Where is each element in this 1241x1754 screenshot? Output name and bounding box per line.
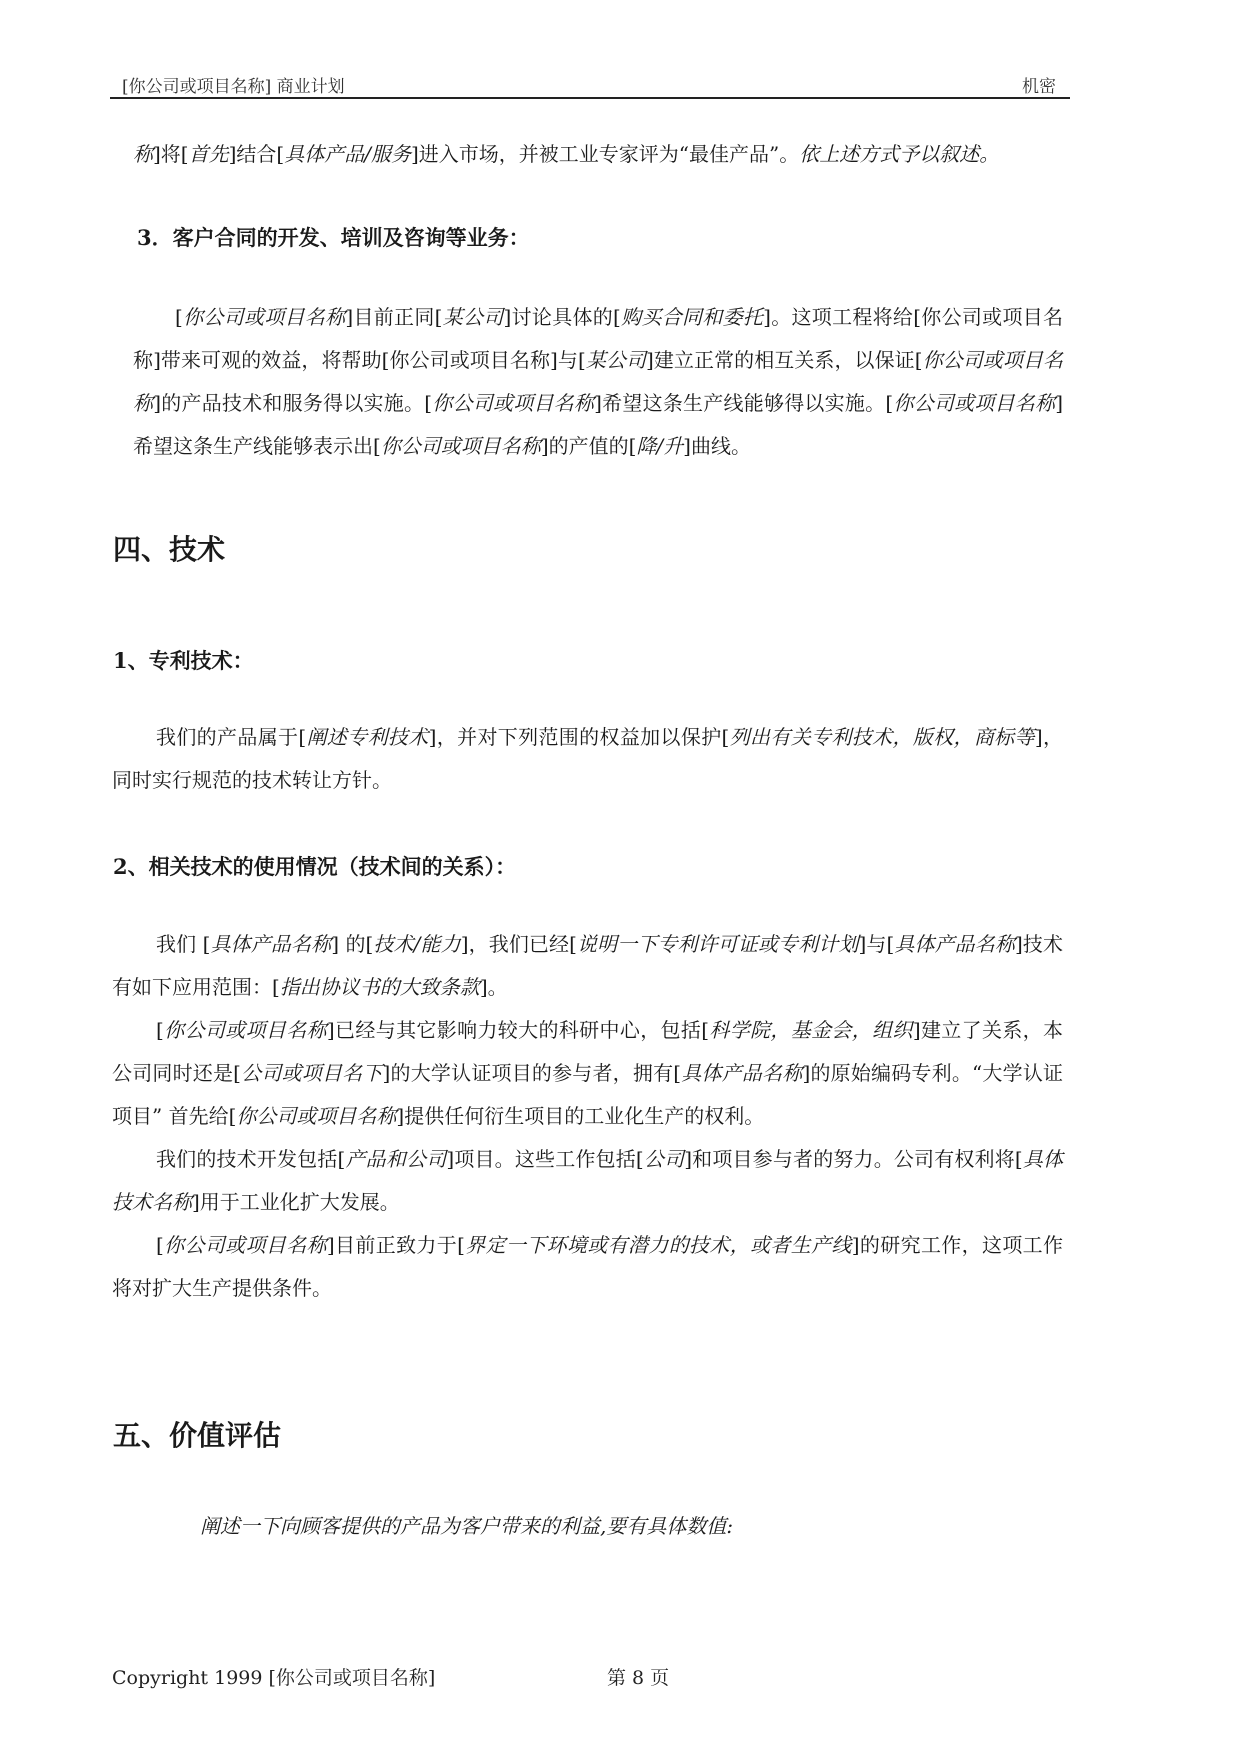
text-fragment: 你公司或项目名称 — [182, 305, 346, 329]
text-fragment: 你公司或项目名称 — [163, 1233, 327, 1257]
text-fragment: 具体产品名称 — [681, 1061, 803, 1085]
text-fragment: [ — [175, 305, 183, 329]
text-fragment: 你公司或项目名称 — [380, 434, 541, 458]
page-header — [110, 72, 1070, 98]
text-fragment: ]用于工业化扩大发展。 — [192, 1190, 400, 1214]
text-fragment: 购买合同和委托 — [620, 305, 764, 329]
text-fragment: ]和项目参与者的努力。公司有权利将[ — [684, 1147, 1023, 1171]
text-fragment: 你公司或项目名称 — [236, 1104, 397, 1128]
text-fragment: ]希望这条生产线能够表示出[ — [133, 391, 1064, 458]
text-fragment: [ — [156, 1233, 164, 1257]
text-fragment: 某公司 — [585, 348, 647, 372]
header-title: [你公司或项目名称] 商业计划 — [122, 77, 345, 97]
text-fragment: ]提供任何衍生项目的工业化生产的权利。 — [396, 1104, 765, 1128]
text-fragment: 科学院，基金会，组织 — [709, 1018, 913, 1042]
text-fragment: 具体产品/服务 — [284, 142, 411, 166]
text-fragment: ]的大学认证项目的参与者，拥有[ — [382, 1061, 682, 1085]
text-fragment: 公司或项目名下 — [240, 1061, 383, 1085]
text-fragment: ]建立正常的相互关系，以保证[ — [646, 348, 923, 372]
text-fragment: 界定一下环境或有潜力的技术，或者生产线 — [464, 1233, 852, 1257]
text-fragment: 技术/能力 — [373, 932, 461, 956]
related-tech-paragraph-1 — [112, 923, 1063, 1009]
text-fragment: 产品和公司 — [345, 1147, 447, 1171]
text-fragment: ]已经与其它影响力较大的科研中心，包括[ — [326, 1018, 710, 1042]
text-fragment: ]建立了关系，本公司同时还是[ — [112, 1018, 1064, 1085]
text-fragment: ]的原始编码专利。“大学认证项目” 首先给[ — [112, 1061, 1064, 1128]
related-tech-paragraph-3 — [112, 1138, 1063, 1224]
text-fragment: 公司 — [643, 1147, 685, 1171]
intro-paragraph — [133, 133, 1063, 176]
text-fragment: ]。 — [479, 975, 508, 999]
text-fragment: ]的产值的[ — [540, 434, 637, 458]
text-fragment: 说明一下专利许可证或专利计划 — [576, 932, 859, 956]
text-fragment: 阐述专利技术 — [306, 725, 429, 749]
text-fragment: 你公司或项目名称 — [163, 1018, 327, 1042]
text-fragment: ]讨论具体的[ — [503, 305, 621, 329]
section-heading-technology: 四、技术 — [113, 533, 226, 566]
related-tech-paragraphs — [112, 923, 1063, 1310]
text-fragment: 降/升 — [636, 434, 684, 458]
text-fragment: ]进入市场，并被工业专家评为“最佳产品”。 — [410, 142, 800, 166]
text-fragment: 具体技术名称 — [112, 1147, 1064, 1214]
footer-copyright: Copyright 1999 [你公司或项目名称] — [112, 1667, 436, 1689]
text-fragment: ]，同时实行规范的技术转让方针。 — [112, 725, 1063, 792]
patents-paragraph — [112, 716, 1063, 802]
text-fragment: ]将[ — [153, 142, 189, 166]
text-fragment: ] 的[ — [331, 932, 374, 956]
text-fragment: ]的研究工作，这项工作将对扩大生产提供条件。 — [112, 1233, 1064, 1300]
text-fragment: 某公司 — [442, 305, 504, 329]
footer-page-number: 第 8 页 — [607, 1667, 670, 1689]
related-tech-paragraph-4 — [112, 1224, 1063, 1310]
text-fragment: 我们的产品属于[ — [156, 725, 307, 749]
text-fragment: ]目前正同[ — [345, 305, 443, 329]
text-fragment: 指出协议书的大致条款 — [279, 975, 480, 999]
text-fragment: 依上述方式予以叙述。 — [799, 142, 1000, 166]
text-fragment: 具体产品名称 — [210, 932, 332, 956]
text-fragment: ]项目。这些工作包括[ — [446, 1147, 644, 1171]
text-fragment: [ — [156, 1018, 164, 1042]
text-fragment: ]，并对下列范围的权益加以保护[ — [428, 725, 730, 749]
text-fragment: ]与[ — [858, 932, 895, 956]
text-fragment: 首先 — [188, 142, 229, 166]
text-fragment: ]。这项工程将给[你公司或项目名称]带来可观的效益，将帮助[你公司或项目名称]与[ — [133, 305, 1064, 372]
text-fragment: 我们的技术开发包括[ — [156, 1147, 346, 1171]
header-confidential: 机密 — [1022, 77, 1056, 97]
related-tech-paragraph-2 — [112, 1009, 1063, 1138]
subheading-customer-contracts: 3．客户合同的开发、培训及咨询等业务： — [137, 225, 530, 250]
text-fragment: 你公司或项目名称 — [133, 348, 1064, 415]
section-heading-valuation: 五、价值评估 — [113, 1419, 282, 1452]
text-fragment: 列出有关专利技术，版权，商标等 — [729, 725, 1035, 749]
text-fragment: ]技术有如下应用范围：[ — [112, 932, 1064, 999]
text-fragment: ]的产品技术和服务得以实施。[ — [153, 391, 433, 415]
text-fragment: 你公司或项目名称 — [893, 391, 1056, 415]
subheading-related-tech: 2、相关技术的使用情况（技术间的关系）： — [113, 854, 517, 879]
subheading-patents: 1、专利技术： — [113, 648, 254, 673]
text-fragment: ]目前正致力于[ — [326, 1233, 465, 1257]
valuation-paragraph: 阐述一下向顾客提供的产品为客户带来的利益,要有具体数值: — [200, 1514, 734, 1538]
header-rule — [110, 97, 1070, 99]
text-fragment: ]，我们已经[ — [460, 932, 577, 956]
text-fragment: 称 — [133, 142, 153, 166]
text-fragment: ]结合[ — [228, 142, 285, 166]
customer-contracts-paragraph — [133, 296, 1063, 468]
text-fragment: 我们 [ — [156, 932, 211, 956]
text-fragment: 你公司或项目名称 — [432, 391, 595, 415]
text-fragment: ]曲线。 — [683, 434, 751, 458]
text-fragment: 具体产品名称 — [894, 932, 1015, 956]
text-fragment: ]希望这条生产线能够得以实施。[ — [594, 391, 894, 415]
